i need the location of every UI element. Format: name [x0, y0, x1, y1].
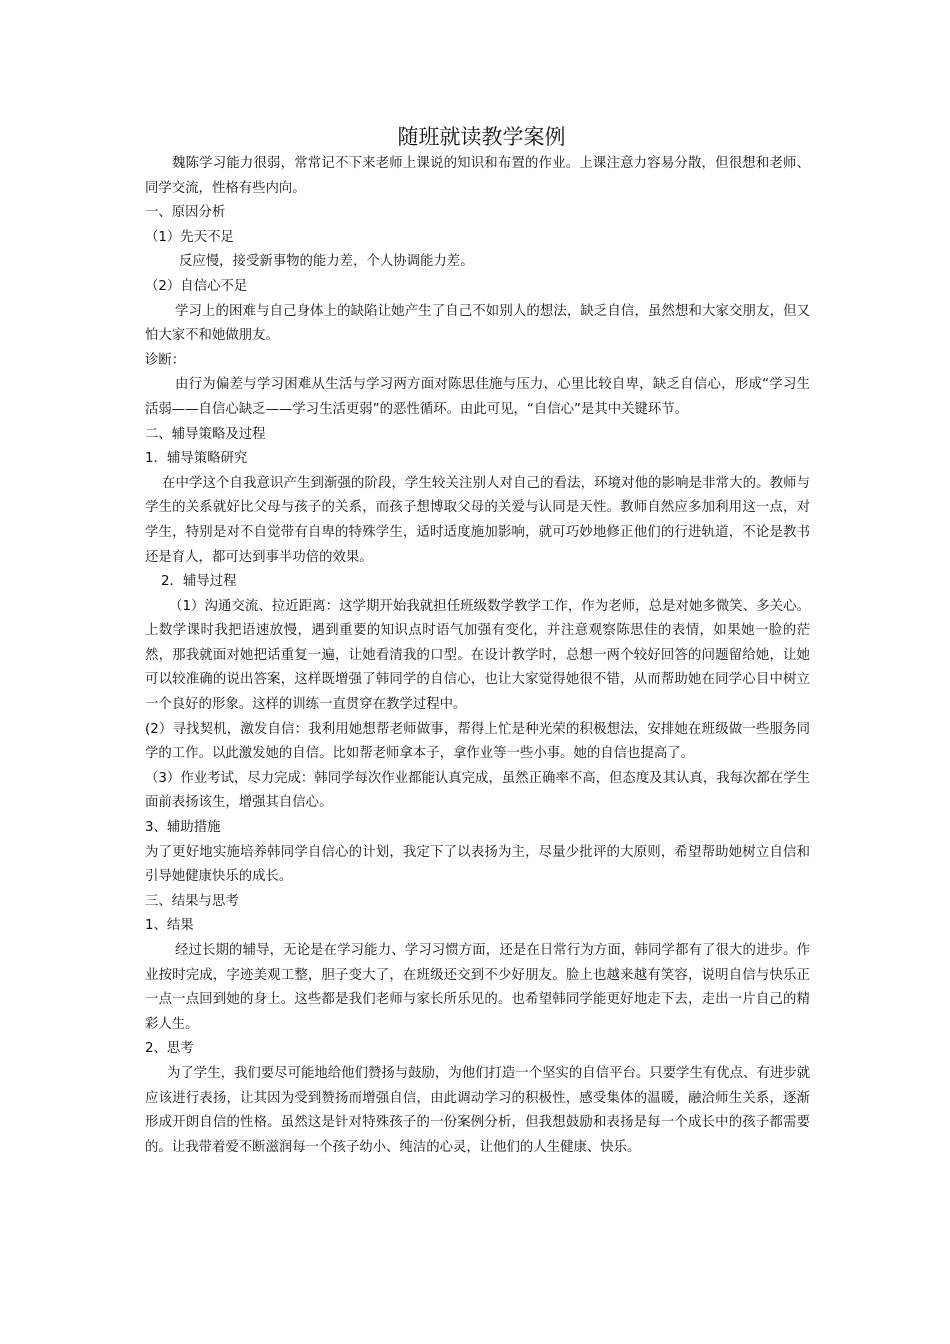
- subheading-process: 2．辅导过程: [161, 574, 237, 590]
- subheading-reflection: 2、思考: [145, 1041, 194, 1057]
- section-heading-cause-analysis: 一、原因分析: [145, 205, 226, 221]
- paragraph-process-step3: （3）作业考试，尽力完成：韩同学每次作业都能认真完成，虽然正确率不高，但态度及其认真，我每次都在学生面前表扬该生，增强其自信心。: [145, 770, 810, 811]
- paragraph-reflection: 为了学生，我们要尽可能地给他们赞扬与鼓励，为他们打造一个坚实的自信平台。只要学生有优点、有进步就应该进行表扬，让其因为受到赞扬而增强自信，由此调动学习的积极性，感受集体的温暖，融洽师生关系，逐渐形成开朗自信的性格。虽然这是针对特殊孩子的一份案例分析，但我想鼓励和表扬是每一个成长中的孩子都需要的。让我带着爱不断滋润每一个孩子幼小、纯洁的心灵，让他们的人生健康、快乐。: [145, 1065, 810, 1155]
- subheading-low-confidence: （2）自信心不足: [145, 278, 248, 294]
- subheading-results: 1、结果: [145, 918, 194, 934]
- subheading-strategy-research: 1．辅导策略研究: [145, 451, 248, 467]
- paragraph-diagnosis: 由行为偏差与学习困难从生活与学习两方面对陈思佳施与压力，心里比较自卑，缺乏自信心，形成“学习生活弱——自信心缺乏——学习生活更弱”的恶性循环。由此可见，“自信心”是其中关键环节。: [145, 377, 810, 417]
- subheading-diagnosis: 诊断：: [145, 352, 186, 368]
- paragraph-process-step2: (2）寻找契机，激发自信：我利用她想帮老师做事，帮得上忙是种光荣的积极想法，安排她在班级做一些服务同学的工作。以此激发她的自信。比如帮老师拿本子，拿作业等一些小事。她的自信也提高了。: [145, 721, 810, 762]
- paragraph-process-step1: （1）沟通交流、拉近距离：这学期开始我就担任班级数学教学工作，作为老师，总是对她多微笑、多关心。上数学课时我把语速放慢，遇到重要的知识点时语气加强有变化，并注意观察陈思佳的表情，如果她一脸的茫然，那我就面对她把话重复一遍，让她看清我的口型。在设计教学时，总想一两个较好回答的问题留给她，让她可以较准确的说出答案，这样既增强了韩同学的自信心，也让大家觉得她很不错，从而帮助她在同学心目中树立一个良好的形象。这样的训练一直贯穿在教学过程中。: [145, 598, 810, 713]
- paragraph-congenital: 反应慢，接受新事物的能力差，个人协调能力差。: [179, 254, 474, 270]
- document-body: [145, 122, 810, 1160]
- section-heading-strategy: 二、辅导策略及过程: [145, 426, 266, 442]
- subheading-congenital: （1）先天不足: [145, 229, 234, 245]
- subheading-support-measures: 3、辅助措施: [145, 820, 221, 836]
- paragraph-results: 经过长期的辅导，无论是在学习能力、学习习惯方面，还是在日常行为方面，韩同学都有了很大的进步。作业按时完成，字迹美观工整，胆子变大了，在班级还交到不少好朋友。脸上也越来越有笑容，说明自信与快乐正一点一点回到她的身上。这些都是我们老师与家长所乐见的。也希望韩同学能更好地走下去，走出一片自己的精彩人生。: [145, 943, 810, 1032]
- document-title: 随班就读教学案例: [397, 125, 566, 149]
- paragraph-strategy-research: 在中学这个自我意识产生到渐强的阶段，学生较关注别人对自己的看法，环境对他的影响是非常大的。教师与学生的关系就好比父母与孩子的关系，而孩子想博取父母的关爱与认同是天性。教师自然应多加利用这一点，对学生，特别是对不自觉带有自卑的特殊学生，适时适度施加影响，就可巧妙地修正他们的行进轨道，不论是教书还是育人，都可达到事半功倍的效果。: [145, 475, 810, 565]
- intro-paragraph: 魏陈学习能力很弱，常常记不下来老师上课说的知识和布置的作业。上课注意力容易分散，但很想和老师、同学交流，性格有些内向。: [145, 156, 810, 196]
- paragraph-low-confidence: 学习上的困难与自己身体上的缺陷让她产生了自己不如别人的想法，缺乏自信，虽然想和大家交朋友，但又怕大家不和她做朋友。: [145, 303, 810, 344]
- paragraph-support-measures: 为了更好地实施培养韩同学自信心的计划，我定下了以表扬为主，尽量少批评的大原则，希望帮助她树立自信和引导她健康快乐的成长。: [145, 844, 810, 885]
- section-heading-results: 三、结果与思考: [145, 893, 239, 909]
